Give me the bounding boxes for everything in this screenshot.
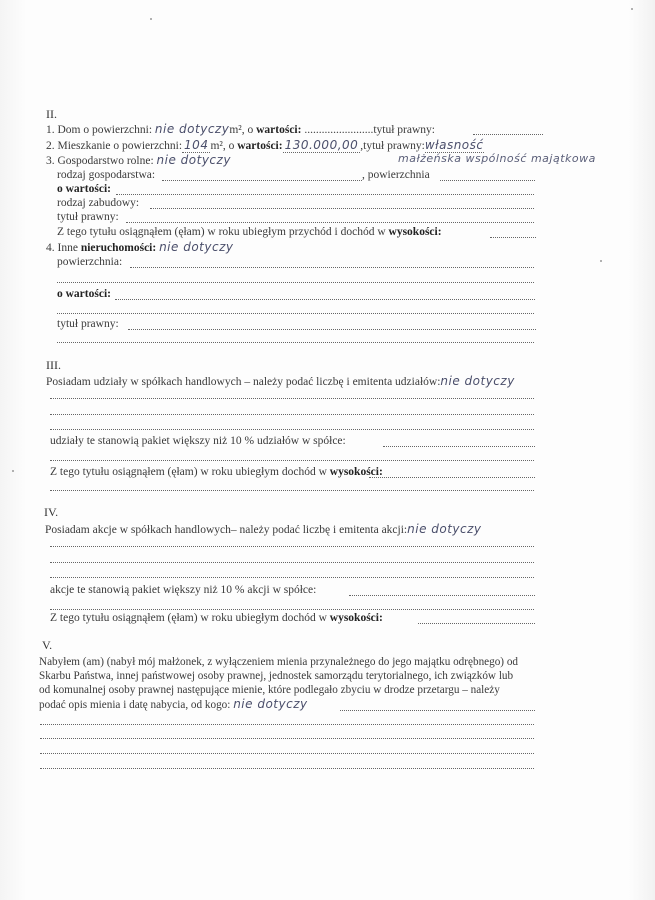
nabycie-dots-2: [40, 738, 534, 739]
inne-o-label: o: [57, 288, 63, 300]
gospodarstwo-dochod-line: [57, 226, 442, 239]
nabycie-handwriting: nie dotyczy: [233, 697, 308, 711]
gospodarstwo-wartosci-dots: [116, 194, 534, 195]
inne-tytul-dots: [128, 329, 536, 330]
dom-area-handwriting: nie dotyczy: [154, 122, 230, 136]
gospodarstwo-line: [46, 154, 231, 168]
dom-wartosci-label: wartości:: [256, 124, 302, 136]
udzialy-wysokosci-label: wysokości:: [329, 466, 383, 478]
inne-line: [46, 241, 233, 255]
gospodarstwo-label: 3. Gospodarstwo rolne:: [46, 155, 154, 167]
scan-speck: [600, 260, 602, 262]
dom-line: [46, 123, 435, 137]
akcje-line: [45, 523, 482, 537]
inne-handwriting: nie dotyczy: [159, 240, 234, 254]
inne-powierzchnia-dots-2: [57, 282, 534, 283]
mieszkanie-area-handwriting: 104: [184, 138, 209, 152]
dom-unit: m², o: [229, 124, 254, 136]
nabycie-label: podać opis mienia i datę nabycia, od kogo:: [39, 699, 231, 711]
mieszkanie-tytul-label: tytuł prawny:: [363, 140, 425, 152]
rodzaj-gospodarstwa-dots: [162, 180, 362, 181]
gospodarstwo-tytul-label: tytuł prawny:: [57, 211, 119, 223]
gospodarstwo-dochod-label: Z tego tytułu osiągnąłem (ęłam) w roku ubiegłym przychód i dochód w: [57, 226, 386, 238]
section-iii-title: III.: [46, 358, 61, 372]
udzialy-dochod-line: [50, 466, 383, 479]
gospodarstwo-title-handwriting: małżeńska wspólność majątkowa: [398, 152, 596, 165]
akcje-pakiet-label: akcje te stanowią pakiet większy niż 10 % akcji w spółce:: [50, 584, 317, 596]
inne-wartosci-label: wartości:: [65, 288, 111, 300]
gospodarstwo-tytul-dots: [126, 222, 534, 223]
rodzaj-zabudowy-label: rodzaj zabudowy:: [57, 197, 140, 209]
gospodarstwo-handwriting: nie dotyczy: [156, 153, 231, 167]
nabycie-line-2: Skarbu Państwa, innej państwowej osoby prawnej, jednostek samorządu terytorialnego, ich związków lub: [39, 670, 514, 682]
nabycie-line-1: Nabyłem (am) (nabył mój małżonek, z wyłączeniem mienia przynależnego do jego majątku odrębnego) od: [39, 656, 519, 668]
dom-tytul-label: tytuł prawny:: [373, 124, 435, 136]
mieszkanie-value-handwriting: 130.000,00: [284, 138, 359, 152]
dom-title-dots: [473, 134, 543, 135]
udzialy-dochod-label: Z tego tytułu osiągnąłem (ęłam) w roku ubiegłym dochód w: [50, 466, 327, 478]
scan-speck: [150, 18, 152, 20]
akcje-pakiet-dots: [349, 595, 535, 596]
akcje-dochod-label: Z tego tytułu osiągnąłem (ęłam) w roku ubiegłym dochód w: [50, 612, 327, 624]
nabycie-dots-1: [40, 724, 534, 725]
nabycie-line-3: od komunalnej osoby prawnej następujące mienie, które podlegało zbyciu w drodze przetargu – należy: [39, 684, 500, 696]
inne-wartosci-dots-2: [57, 313, 534, 314]
scan-speck: [12, 470, 14, 472]
inne-powierzchnia-dots: [130, 267, 534, 268]
akcje-wysokosci-label: wysokości:: [329, 612, 383, 624]
dom-label: 1. Dom o powierzchni:: [46, 124, 153, 136]
gospodarstwo-wysokosci-label: wysokości:: [388, 226, 442, 238]
udzialy-line: [46, 375, 515, 389]
gospodarstwo-powierzchnia-dots: [440, 180, 535, 181]
udzialy-dochod-dots: [369, 477, 535, 478]
mieszkanie-title-handwriting: własność: [424, 138, 484, 152]
akcje-label: Posiadam akcje w spółkach handlowych– należy podać liczbę i emitenta akcji:: [45, 524, 408, 536]
mieszkanie-line: 2. Mieszkanie o powierzchni: 104 m², o wartości: 130.000,00 ,tytuł prawny:własność: [46, 138, 484, 152]
rodzaj-gospodarstwa-label: rodzaj gospodarstwa:: [57, 169, 156, 181]
section-iv-title: IV.: [44, 505, 59, 519]
udzialy-dots-1: [50, 398, 534, 399]
rodzaj-zabudowy-dots: [150, 208, 534, 209]
inne-label: 4. Inne: [46, 242, 78, 254]
inne-tytul-label: tytuł prawny:: [57, 318, 119, 330]
udzialy-dochod-dots-2: [50, 490, 534, 491]
akcje-dochod-dots: [418, 623, 535, 624]
gospodarstwo-wartosci-label: o wartości:: [57, 183, 111, 195]
inne-wartosci-dots: [115, 299, 535, 300]
nabycie-dots-4: [40, 768, 534, 769]
mieszkanie-wartosci-label: wartości:: [237, 140, 283, 152]
akcje-dots-2: [50, 562, 534, 563]
gospodarstwo-dochod-dots: [490, 237, 536, 238]
udzialy-dots-2: [50, 414, 534, 415]
section-v-title: V.: [42, 638, 53, 652]
inne-nieruchomosci-label: nieruchomości:: [80, 242, 157, 254]
udzialy-label: Posiadam udziały w spółkach handlowych – należy podać liczbę i emitenta udziałów:: [46, 376, 441, 388]
akcje-pakiet-dots-2: [50, 609, 534, 610]
udzialy-pakiet-label: udziały te stanowią pakiet większy niż 10 % udziałów w spółce:: [50, 435, 346, 447]
inne-powierzchnia-label: powierzchnia:: [57, 256, 123, 268]
mieszkanie-label: 2. Mieszkanie o powierzchni:: [46, 140, 183, 152]
udzialy-pakiet-dots-2: [50, 460, 534, 461]
nabycie-dots-0: [340, 710, 535, 711]
inne-tytul-dots-2: [57, 342, 534, 343]
akcje-dots-1: [50, 546, 534, 547]
scan-speck: [631, 8, 633, 10]
nabycie-line-4: [39, 698, 308, 712]
nabycie-dots-3: [40, 753, 534, 754]
udzialy-pakiet-dots: [383, 446, 535, 447]
gospodarstwo-powierzchnia-label: , powierzchnia: [362, 169, 430, 181]
akcje-dochod-line: [50, 612, 383, 625]
mieszkanie-unit: m², o: [210, 140, 235, 152]
udzialy-dots-3: [50, 429, 534, 430]
akcje-dots-3: [50, 577, 534, 578]
udzialy-handwriting: nie dotyczy: [440, 374, 515, 388]
dom-value-dots: ........................: [304, 124, 374, 136]
section-ii-title: II.: [46, 107, 57, 121]
akcje-handwriting: nie dotyczy: [407, 522, 482, 536]
